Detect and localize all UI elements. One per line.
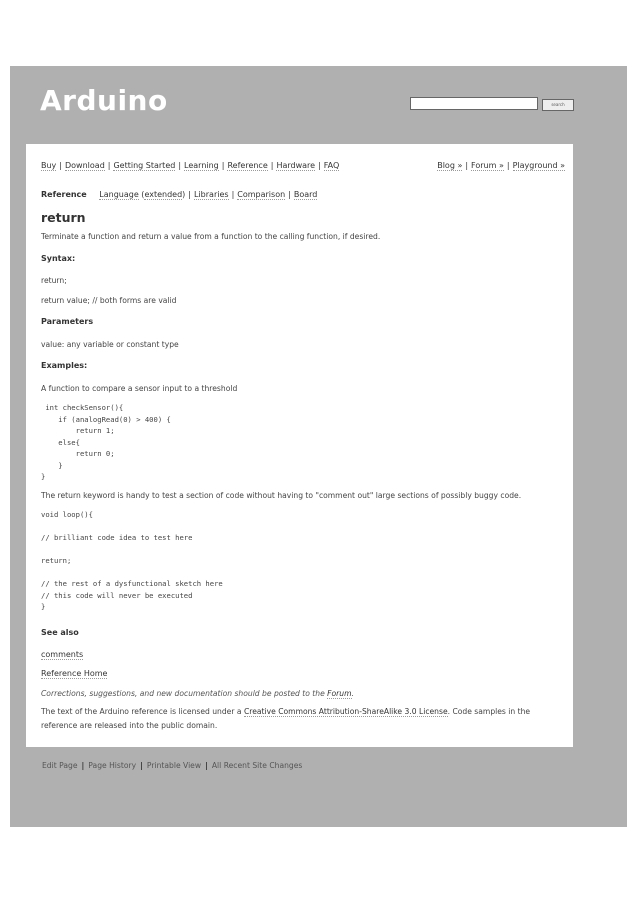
- corrections-text: Corrections, suggestions, and new documentation should be posted to the Forum.: [41, 689, 354, 698]
- page-frame: [10, 66, 627, 827]
- main-nav: [26, 144, 573, 173]
- parameters-heading: Parameters: [41, 317, 94, 326]
- footer-page-history[interactable]: Page History: [88, 761, 137, 770]
- nav-download[interactable]: Download: [65, 161, 105, 170]
- license-link[interactable]: Creative Commons Attribution-ShareAlike 3.0 License: [243, 707, 448, 716]
- subnav-language[interactable]: Language: [99, 190, 139, 199]
- nav-faq[interactable]: FAQ: [323, 161, 340, 170]
- syntax-line-2: return value; // both forms are valid: [41, 296, 177, 305]
- examples-intro: A function to compare a sensor input to a threshold: [41, 384, 238, 393]
- explain-text: The return keyword is handy to test a section of code without having to "comment out" large sections of possibly buggy code.: [41, 491, 522, 500]
- nav-reference[interactable]: Reference: [227, 161, 268, 170]
- see-also-comments-link[interactable]: comments: [41, 650, 84, 659]
- reference-subnav: Reference Language (extended) | Libraries | Comparison | Board: [41, 190, 318, 199]
- parameters-text: value: any variable or constant type: [41, 340, 179, 349]
- reference-home-link[interactable]: Reference Home: [41, 669, 108, 678]
- syntax-line-1: return;: [41, 276, 67, 285]
- subnav-extended[interactable]: extended: [144, 190, 183, 199]
- nav-playground[interactable]: Playground »: [512, 161, 565, 170]
- footer-links: Edit Page | Page History | Printable View | All Recent Site Changes: [42, 761, 303, 770]
- search-button[interactable]: search: [542, 99, 574, 111]
- code-block-check-sensor: int checkSensor(){ if (analogRead(0) > 400) { return 1; else{ return 0; } }: [41, 403, 171, 481]
- subnav-comparison[interactable]: Comparison: [237, 190, 286, 199]
- nav-learning[interactable]: Learning: [184, 161, 219, 170]
- subnav-libraries[interactable]: Libraries: [194, 190, 229, 199]
- nav-getting-started[interactable]: Getting Started: [113, 161, 176, 170]
- nav-blog[interactable]: Blog »: [437, 161, 463, 170]
- subnav-label: Reference: [41, 190, 87, 199]
- see-also-heading: See also: [41, 628, 79, 637]
- footer-edit-page[interactable]: Edit Page: [42, 761, 78, 770]
- description: Terminate a function and return a value from a function to the calling function, if desired.: [41, 232, 381, 241]
- code-comment-test: // brilliant code idea to test here: [41, 533, 193, 542]
- page-title: return: [41, 210, 86, 225]
- syntax-heading: Syntax:: [41, 254, 76, 263]
- examples-heading: Examples:: [41, 361, 88, 370]
- arduino-logo[interactable]: Arduino: [40, 84, 168, 117]
- nav-right: Blog » | Forum » | Playground »: [437, 161, 565, 170]
- footer-printable-view[interactable]: Printable View: [146, 761, 202, 770]
- code-return: return;: [41, 556, 72, 565]
- footer-recent-changes[interactable]: All Recent Site Changes: [211, 761, 303, 770]
- nav-hardware[interactable]: Hardware: [276, 161, 316, 170]
- content-panel: [26, 172, 573, 747]
- code-loop-open: void loop(){: [41, 510, 93, 519]
- nav-left: Buy | Download | Getting Started | Learning | Reference | Hardware | FAQ: [41, 161, 340, 170]
- forum-link[interactable]: Forum: [327, 689, 352, 698]
- code-rest: // the rest of a dysfunctional sketch here // this code will never be executed }: [41, 579, 223, 611]
- nav-forum[interactable]: Forum »: [471, 161, 504, 170]
- search-input[interactable]: [410, 97, 538, 110]
- license-text: The text of the Arduino reference is licensed under a Creative Commons Attribution-ShareAlike 3.0 License. Code samples in the reference are released into the public domain.: [41, 707, 531, 730]
- subnav-board[interactable]: Board: [293, 190, 318, 199]
- nav-buy[interactable]: Buy: [41, 161, 57, 170]
